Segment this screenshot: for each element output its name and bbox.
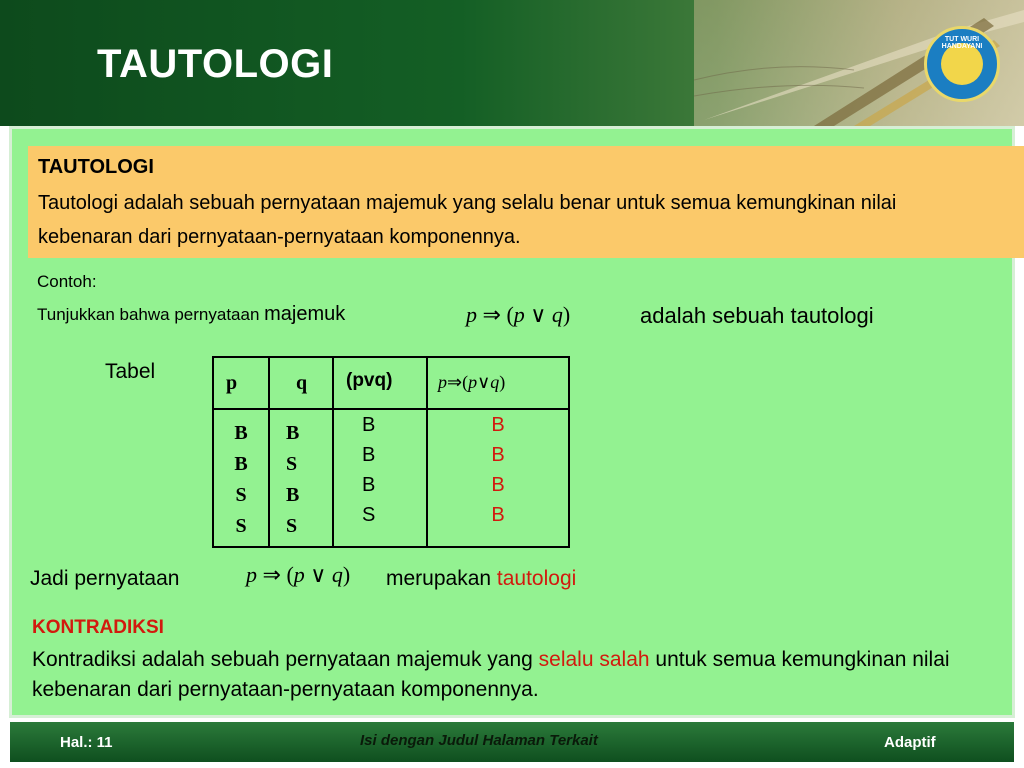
column-q [269,409,333,547]
table-label: Tabel [105,360,156,383]
hf-or: ∨ [477,372,491,392]
contradiction-title: KONTRADIKSI [32,617,164,638]
table-header-row [213,357,569,409]
cell-q-3: B [286,484,300,506]
hf-p: p [438,372,447,392]
example-prompt-big: majemuk [264,303,346,325]
conclusion-text [386,567,576,591]
example-prompt-small: Tunjukkan bahwa pernyataan [37,305,265,324]
cf-p: p [246,562,257,587]
header-p: p [226,372,238,394]
truth-table [212,356,570,548]
slide-header [0,0,1024,126]
hf-q: q [490,372,500,392]
conclusion-highlight: tautologi [496,567,577,590]
cell-result-1: B [491,414,505,436]
cell-p-1: B [234,422,248,444]
example-label: Contoh: [37,272,97,291]
example-suffix: adalah sebuah tautologi [640,303,874,328]
cell-p-2: B [234,453,248,475]
cf-close: ) [342,562,351,587]
header-cell-formula [427,357,569,409]
formula-p2: p [513,302,525,327]
header-cell-pvq [333,357,427,409]
footer-center-title: Isi dengan Judul Halaman Terkait [360,732,598,749]
header-cell-q [269,357,333,409]
header-title: TAUTOLOGI [97,42,334,86]
hf-p2: p [468,372,478,392]
cell-result-3: B [491,474,505,496]
cf-open: ( [286,562,294,587]
cell-q-2: S [286,453,298,475]
contradiction-text-before: Kontradiksi adalah sebuah pernyataan majemuk yang [32,648,539,671]
header-cell-p [213,357,269,409]
cell-q-4: S [286,515,298,537]
tut-wuri-handayani-logo [924,26,1000,102]
formula-or: ∨ [530,302,547,327]
cell-pvq-1: B [362,414,376,436]
logo-text: TUT WURI HANDAYANI [941,36,983,50]
hf-implies: ⇒ [447,372,463,392]
cell-result-2: B [491,444,505,466]
definition-title: TAUTOLOGI [38,156,154,178]
column-pvq [333,409,427,547]
cf-q: q [331,562,343,587]
cf-p2: p [293,562,305,587]
header-formula [428,358,568,393]
footer-page-number: Hal.: 11 [60,734,113,751]
formula-close-paren: ) [562,302,571,327]
header-q: q [296,372,308,394]
header-pvq: (pvq) [346,370,393,391]
table-body-row [213,409,569,547]
contradiction-text [32,645,972,705]
contradiction-highlight: selalu salah [538,648,650,671]
cell-p-3: S [235,484,247,506]
formula-p: p [466,302,477,327]
example-formula [466,302,570,328]
cell-result-4: B [491,504,505,526]
cf-implies: ⇒ [262,562,281,587]
cf-or: ∨ [310,562,327,587]
cell-q-1: B [286,422,300,444]
hf-open: ( [462,372,469,392]
formula-q: q [551,302,563,327]
example-prompt [37,303,345,326]
conclusion-prefix: Jadi pernyataan [30,567,180,590]
conclusion-middle: merupakan [386,567,497,590]
cell-pvq-2: B [362,444,376,466]
cell-p-4: S [235,515,247,537]
hf-close: ) [499,372,506,392]
contradiction-text-after: untuk semua kemungkinan nilai kebenaran dari pernyataan-pernyataan komponennya. [32,648,950,701]
conclusion-formula [246,562,350,588]
column-result [427,409,569,547]
cell-pvq-4: S [362,504,376,526]
column-p [213,409,269,547]
formula-open-paren: ( [506,302,514,327]
formula-implies: ⇒ [482,302,501,327]
cell-pvq-3: B [362,474,376,496]
definition-text: Tautologi adalah sebuah pernyataan majemuk yang selalu benar untuk semua kemungkinan nilai kebenaran dari pernyataan-pernyataan komponennya. [38,192,897,248]
footer-right-label: Adaptif [884,734,936,751]
